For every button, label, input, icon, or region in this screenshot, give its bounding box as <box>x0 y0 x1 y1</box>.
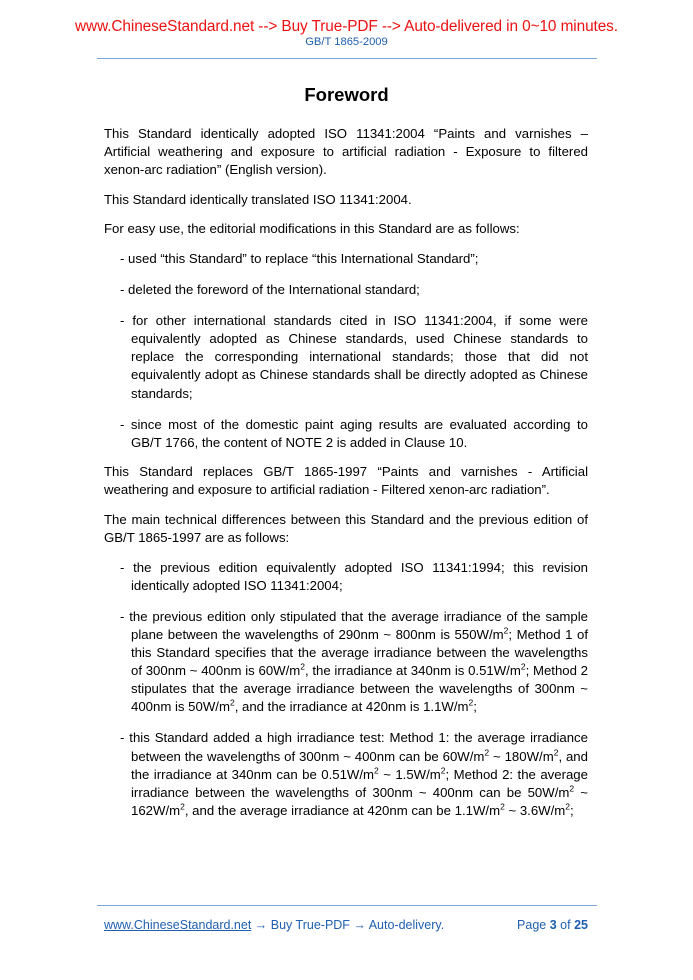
page-number: Page 3 of 25 <box>517 918 588 932</box>
paragraph-adoption: This Standard identically adopted ISO 11341:2004 “Paints and varnishes – Artificial weathering and exposure to artificial radiation - Exposure to filtered xenon-arc radiation” (English version). <box>104 126 588 178</box>
standard-code-header: GB/T 1865-2009 <box>305 36 388 48</box>
page-title: Foreword <box>304 84 389 105</box>
list-item: - the previous edition only stipulated that the average irradiance of the sample plane between the wavelengths of 290nm ~ 800nm is $550W/m^2$; Method 1 of this Standard specifies that the average irradiance between the wavelengths of 300nm ~ 400nm is $60W/m^2$, the irradiance at 340nm is $0.51W/m^2$; Method 2 stipulates that the average irradiance between the wavelengths of 300nm ~ 400nm is $50W/m^2$, and the irradiance at 420nm is $1.1W/m^2$; <box>120 608 589 715</box>
footer-promo <box>104 918 444 932</box>
footer-divider <box>97 905 597 906</box>
paragraph-differences-intro: The main technical differences between this Standard and the previous edition of GB/T 1865-1997 are as follows: <box>104 512 588 546</box>
list-item: - this Standard added a high irradiance test: Method 1: the average irradiance between the wavelengths of 300nm ~ 400nm can be $60W/m^2$ ~ $180W/m^2$, and the irradiance at 340nm can be $0.51W/m^2$ ~ $1.5W/m^2$; Method 2: the average irradiance between the wavelengths of 300nm ~ 400nm can be $50W/m^2$ ~ $162W/m^2$, and the average irradiance at 420nm can be $1.1W/m^2$ ~ $3.6W/m^2$; <box>120 730 588 818</box>
header-divider <box>97 58 597 59</box>
footer-link[interactable]: www.ChineseStandard.net <box>104 918 252 932</box>
list-item: - since most of the domestic paint aging results are evaluated according to GB/T 1766, the content of NOTE 2 is added in Clause 10. <box>120 416 588 450</box>
list-item: - for other international standards cited in ISO 11341:2004, if some were equivalently adopted as Chinese standards, used Chinese standards to replace the corresponding international standards; those that did not equivalently adopt as Chinese standards shall be directly adopted as Chinese standards; <box>120 313 588 401</box>
footer-promo-text: → Buy True-PDF → Auto-delivery. <box>251 918 445 932</box>
modifications-list <box>104 250 588 452</box>
list-item: - used “this Standard” to replace “this International Standard”; <box>120 250 479 266</box>
paragraph-modifications-intro: For easy use, the editorial modifications in this Standard are as follows: <box>104 221 520 237</box>
total-pages: 25 <box>574 918 588 932</box>
list-item: - deleted the foreword of the International standard; <box>120 282 420 298</box>
promo-banner[interactable]: www.ChineseStandard.net --> Buy True-PDF --> Auto-delivered in 0~10 minutes. <box>75 18 618 35</box>
paragraph-replaces: This Standard replaces GB/T 1865-1997 “Paints and varnishes - Artificial weathering and exposure to artificial radiation - Filtered xenon-arc radiation”. <box>104 464 588 498</box>
differences-list <box>104 559 588 820</box>
paragraph-translation: This Standard identically translated ISO 11341:2004. <box>104 191 412 207</box>
document-body <box>104 125 588 831</box>
list-item: - the previous edition equivalently adopted ISO 11341:1994; this revision identically adopted ISO 11341:2004; <box>120 559 588 593</box>
current-page: 3 <box>549 918 557 932</box>
